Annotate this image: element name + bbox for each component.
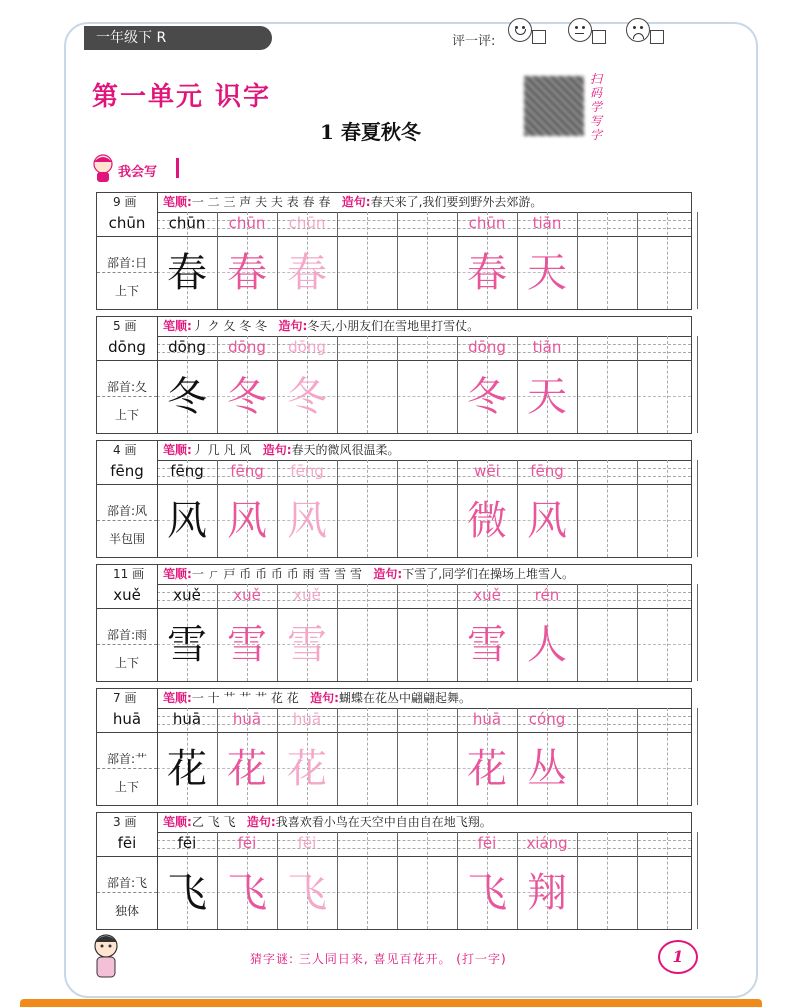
grid-line — [577, 832, 578, 929]
sentence-label: 造句: — [278, 319, 308, 333]
trace-light-char[interactable]: 春 — [287, 250, 327, 296]
model-char[interactable]: 冬 — [167, 374, 207, 420]
word-first-pinyin: xuě — [473, 586, 501, 604]
info-row — [97, 565, 691, 585]
grid-line — [397, 460, 398, 557]
grid-dash — [427, 336, 428, 433]
radical-label: 部首:夂 — [106, 380, 148, 394]
page-number: 1 — [658, 940, 698, 974]
grid-line — [337, 212, 338, 309]
sentence-value: 蝴蝶在花丛中翩翩起舞。 — [338, 691, 471, 705]
word-second-pinyin: fēng — [530, 462, 564, 480]
sentence-label: 造句: — [310, 691, 339, 705]
grid-dash — [427, 708, 428, 805]
stroke-count: 9 画 — [113, 195, 137, 209]
grid-line — [337, 336, 338, 433]
word-first-pinyin: dōng — [468, 338, 506, 356]
trace-char[interactable]: 春 — [227, 250, 267, 296]
structure-label: 上下 — [114, 656, 139, 670]
grid-dash — [607, 832, 608, 929]
reference-pinyin: xuě — [113, 586, 141, 604]
word-second-pinyin: xiáng — [526, 834, 568, 852]
word-first-char[interactable]: 微 — [467, 498, 507, 544]
info-separator — [157, 441, 158, 460]
grid-dash — [667, 584, 668, 681]
happy-face-icon[interactable] — [508, 18, 532, 42]
stroke-order-value: 乙 飞 飞 — [191, 815, 236, 829]
word-first-pinyin: huā — [472, 710, 502, 728]
grid-dash — [367, 832, 368, 929]
word-second-pinyin: rén — [534, 586, 560, 604]
trace-light-char[interactable]: 冬 — [287, 374, 327, 420]
structure-label: 半包围 — [108, 532, 145, 546]
boy-mascot-icon — [86, 930, 126, 982]
word-second-pinyin: cóng — [528, 710, 566, 728]
trace-pinyin: dōng — [228, 338, 266, 356]
stroke-order-label: 笔顺: — [163, 567, 192, 581]
radical-label: 部首:雨 — [106, 628, 148, 642]
reference-cell — [97, 460, 158, 557]
grid-line — [697, 832, 698, 929]
grid-line — [337, 460, 338, 557]
model-pinyin: fēng — [170, 462, 204, 480]
stroke-order-value: 一 二 三 声 夫 夫 表 春 春 — [191, 195, 331, 209]
sentence-value: 春天来了,我们要到野外去郊游。 — [370, 195, 543, 209]
grid-dash — [667, 708, 668, 805]
reference-pinyin: huā — [112, 710, 142, 728]
char-block — [96, 812, 692, 930]
model-char[interactable]: 春 — [167, 250, 207, 296]
reference-pinyin: dōng — [108, 338, 146, 356]
radical-label: 部首:飞 — [106, 876, 148, 890]
stroke-count: 7 画 — [113, 691, 137, 705]
trace-light-char[interactable]: 雪 — [287, 622, 327, 668]
word-first-char[interactable]: 春 — [467, 250, 507, 296]
structure-label: 上下 — [114, 284, 139, 298]
word-second-char[interactable]: 天 — [527, 374, 567, 420]
stroke-order-label: 笔顺: — [163, 319, 192, 333]
section-label: 我会写 — [118, 165, 158, 180]
grid-dash — [367, 584, 368, 681]
sentence-label: 造句: — [246, 815, 276, 829]
grid-dash — [607, 212, 608, 309]
char-block — [96, 192, 692, 310]
grid-dash — [667, 336, 668, 433]
sentence-value: 春天的微风很温柔。 — [291, 443, 400, 457]
trace-pinyin: chūn — [228, 214, 266, 232]
stroke-order-label: 笔顺: — [163, 815, 192, 829]
stroke-order — [163, 565, 574, 584]
grid-line — [697, 460, 698, 557]
info-row — [97, 441, 691, 461]
trace-light-pinyin: fēng — [290, 462, 324, 480]
trace-light-char[interactable]: 风 — [287, 498, 327, 544]
grid-dash — [427, 832, 428, 929]
grade-tab: 一年级下 R — [84, 26, 272, 50]
word-second-char[interactable]: 天 — [527, 250, 567, 296]
grid-line — [637, 460, 638, 557]
model-pinyin: dōng — [168, 338, 206, 356]
grid-line — [337, 584, 338, 681]
stroke-order-label: 笔顺: — [163, 195, 192, 209]
stroke-count: 4 画 — [113, 443, 137, 457]
info-row — [97, 317, 691, 337]
word-second-pinyin: tiān — [532, 214, 562, 232]
trace-char[interactable]: 雪 — [227, 622, 267, 668]
radical-label: 部首:艹 — [106, 752, 148, 766]
trace-char[interactable]: 飞 — [227, 870, 267, 916]
grid-line — [577, 336, 578, 433]
grid-line — [637, 708, 638, 805]
trace-char[interactable]: 冬 — [227, 374, 267, 420]
riddle-text: 猜字谜: 三人同日来, 喜见百花开。 (打一字) — [250, 952, 507, 966]
girl-mascot-icon — [88, 152, 118, 184]
neutral-face-icon[interactable] — [568, 18, 592, 42]
word-first-char[interactable]: 冬 — [467, 374, 507, 420]
word-first-pinyin: chūn — [468, 214, 506, 232]
model-char[interactable]: 风 — [167, 498, 207, 544]
grid-dash — [367, 336, 368, 433]
radical-label: 部首:日 — [106, 256, 148, 270]
grid-line — [337, 708, 338, 805]
sentence-label: 造句: — [341, 195, 371, 209]
trace-pinyin: huā — [232, 710, 262, 728]
word-first-char[interactable]: 花 — [467, 746, 507, 792]
model-pinyin: chūn — [168, 214, 206, 232]
grid-dash — [607, 460, 608, 557]
grid-line — [637, 336, 638, 433]
stroke-count: 11 画 — [113, 567, 145, 581]
reference-pinyin: fēng — [110, 462, 144, 480]
word-second-char[interactable]: 翔 — [527, 870, 567, 916]
grid-line — [577, 584, 578, 681]
trace-light-char[interactable]: 飞 — [287, 870, 327, 916]
trace-pinyin: xuě — [233, 586, 261, 604]
model-pinyin: huā — [172, 710, 202, 728]
stroke-order — [163, 317, 479, 336]
structure-label: 独体 — [114, 904, 139, 918]
trace-pinyin: fēng — [230, 462, 264, 480]
word-first-char[interactable]: 雪 — [467, 622, 507, 668]
grid-line — [577, 708, 578, 805]
qr-code[interactable] — [524, 76, 584, 136]
stroke-order-value: 一 十 艹 艹 艹 花 花 — [191, 691, 299, 705]
stroke-order-label: 笔顺: — [163, 443, 192, 457]
trace-light-char[interactable]: 花 — [287, 746, 327, 792]
reference-cell — [97, 212, 158, 309]
info-separator — [157, 317, 158, 336]
grid-line — [637, 584, 638, 681]
trace-pinyin: fēi — [237, 834, 257, 852]
grid-line — [697, 212, 698, 309]
stroke-order-value: 丿 几 凡 风 — [191, 443, 252, 457]
word-first-pinyin: wēi — [474, 462, 500, 480]
grid-line — [397, 212, 398, 309]
grid-dash — [667, 460, 668, 557]
grid-dash — [607, 584, 608, 681]
model-char[interactable]: 飞 — [167, 870, 207, 916]
sentence-value: 我喜欢看小鸟在天空中自由自在地飞翔。 — [275, 815, 492, 829]
trace-light-pinyin: huā — [292, 710, 322, 728]
stroke-count: 3 画 — [113, 815, 137, 829]
word-second-char[interactable]: 人 — [527, 622, 567, 668]
grid-line — [697, 336, 698, 433]
grid-line — [637, 832, 638, 929]
info-row — [97, 813, 691, 833]
reference-pinyin: chūn — [108, 214, 146, 232]
grid-line — [397, 584, 398, 681]
info-separator — [157, 193, 158, 212]
trace-light-pinyin: fēi — [297, 834, 317, 852]
grid-line — [697, 708, 698, 805]
grid-line — [337, 832, 338, 929]
rating-box-neutral[interactable] — [592, 30, 606, 44]
grid-line — [397, 708, 398, 805]
reference-pinyin: fēi — [117, 834, 137, 852]
char-block — [96, 688, 692, 806]
info-separator — [157, 813, 158, 832]
stroke-order — [163, 193, 542, 212]
stroke-order-label: 笔顺: — [163, 691, 192, 705]
info-separator — [157, 565, 158, 584]
grid-dash — [667, 832, 668, 929]
radical-label: 部首:风 — [106, 504, 148, 518]
reference-cell — [97, 336, 158, 433]
trace-light-pinyin: xuě — [293, 586, 321, 604]
sentence-value: 冬天,小朋友们在雪地里打雪仗。 — [307, 319, 480, 333]
word-second-pinyin: tiān — [532, 338, 562, 356]
scan-label: 扫码学写字 — [590, 72, 603, 142]
stroke-order — [163, 813, 492, 832]
rating-label: 评一评: — [452, 34, 496, 49]
trace-char[interactable]: 花 — [227, 746, 267, 792]
char-block — [96, 564, 692, 682]
grid-dash — [367, 708, 368, 805]
grid-dash — [607, 336, 608, 433]
model-char[interactable]: 花 — [167, 746, 207, 792]
grid-dash — [367, 212, 368, 309]
info-separator — [157, 689, 158, 708]
trace-light-pinyin: chūn — [288, 214, 326, 232]
structure-label: 上下 — [114, 408, 139, 422]
char-block — [96, 316, 692, 434]
section-bar — [176, 158, 179, 178]
stroke-order-value: 丿 ク 夂 冬 冬 — [191, 319, 268, 333]
word-second-char[interactable]: 风 — [527, 498, 567, 544]
grid-line — [397, 336, 398, 433]
grid-dash — [607, 708, 608, 805]
reference-cell — [97, 584, 158, 681]
sentence-label: 造句: — [373, 567, 403, 581]
info-row — [97, 193, 691, 213]
grid-dash — [427, 584, 428, 681]
word-first-pinyin: fēi — [477, 834, 497, 852]
sentence-label: 造句: — [262, 443, 292, 457]
model-pinyin: fēi — [177, 834, 197, 852]
grid-dash — [667, 212, 668, 309]
rating-box-happy[interactable] — [532, 30, 546, 44]
trace-char[interactable]: 风 — [227, 498, 267, 544]
word-second-char[interactable]: 丛 — [527, 746, 567, 792]
unit-title: 第一单元 识字 — [92, 82, 272, 112]
lesson-title: 1 春夏秋冬 — [320, 120, 421, 144]
trace-light-pinyin: dōng — [288, 338, 326, 356]
grid-dash — [427, 212, 428, 309]
grid-line — [697, 584, 698, 681]
structure-label: 上下 — [114, 780, 139, 794]
char-block — [96, 440, 692, 558]
grid-dash — [427, 460, 428, 557]
rating-box-sad[interactable] — [650, 30, 664, 44]
grid-line — [577, 212, 578, 309]
model-char[interactable]: 雪 — [167, 622, 207, 668]
sad-face-icon[interactable] — [626, 18, 650, 42]
reference-cell — [97, 708, 158, 805]
stroke-order — [163, 689, 471, 708]
model-pinyin: xuě — [173, 586, 201, 604]
grid-line — [637, 212, 638, 309]
stroke-count: 5 画 — [113, 319, 137, 333]
word-first-char[interactable]: 飞 — [467, 870, 507, 916]
stroke-order-value: 一 ㄏ 戸 币 币 币 币 雨 雪 雪 雪 — [191, 567, 362, 581]
grid-line — [397, 832, 398, 929]
grid-line — [577, 460, 578, 557]
stroke-order — [163, 441, 400, 460]
sentence-value: 下雪了,同学们在操场上堆雪人。 — [402, 567, 575, 581]
info-row — [97, 689, 691, 709]
reference-cell — [97, 832, 158, 929]
grid-dash — [367, 460, 368, 557]
bottom-orange-bar — [20, 999, 762, 1007]
